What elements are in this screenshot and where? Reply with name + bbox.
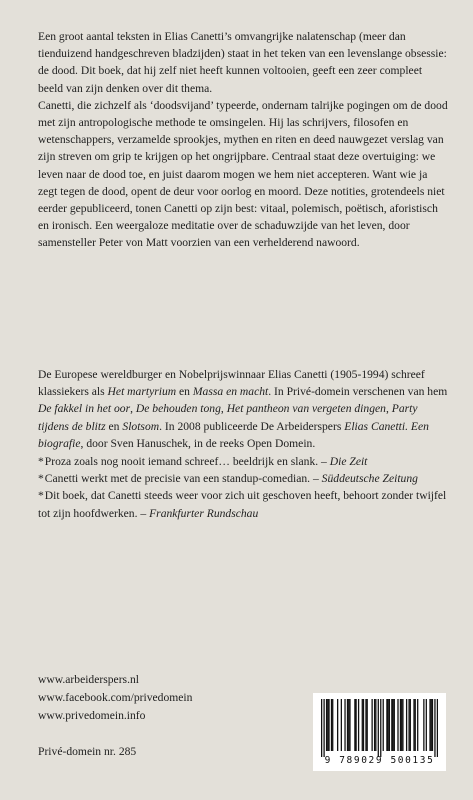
barcode-bar — [323, 699, 324, 757]
barcode-bar — [378, 699, 379, 757]
barcode-bar — [383, 699, 384, 751]
quote-source: Die Zeit — [329, 455, 368, 468]
bio-title: Slotsom — [122, 419, 160, 433]
press-quote: *Canetti werkt met de precisie van een standup-comedian. – Süddeutsche Zeitung — [38, 472, 418, 486]
author-bio — [38, 366, 448, 452]
bio-text: , — [130, 402, 136, 416]
series-number: Privé-domein nr. 285 — [38, 745, 137, 758]
barcode-bar — [392, 699, 393, 751]
barcode-bar — [337, 699, 338, 751]
bio-text: , door Sven Hanuschek, in de reeks Open Domein. — [80, 436, 316, 450]
barcode-bar — [374, 699, 375, 751]
quote-source: Frankfurter Rundschau — [149, 506, 259, 520]
bio-title: Elias Canetti. Een biografie — [38, 419, 429, 450]
bio-title: Massa en macht — [192, 385, 269, 399]
bio-title: Het martyrium — [107, 385, 177, 399]
bio-text: , — [220, 402, 227, 416]
barcode-bar — [349, 699, 350, 751]
bio-title: Party tijdens de blitz — [38, 402, 418, 433]
barcode-bar — [413, 699, 414, 751]
barcode-bar — [321, 699, 322, 757]
website-links — [38, 671, 192, 725]
blurb-paragraph-2: Canetti, die zichzelf als ‘doodsvijand’ typeerde, ondernam talrijke pogingen om de dood met zijn antropologische methode te omsingelen. Hij las schrijvers, filosofen en wetenschappers, verzamelde sprookjes, mythen en riten en deed nauwgezet verslag van zijn streven om grip te krijgen op het ongrijpbare. Centraal staat deze overtuiging: we leven naar de dood toe, en juist daarom mogen we hem niet accepteren. Want wie ja zegt tegen de dood, opent de deur voor oorlog en moord. Deze notities, grotendeels niet eerder gepubliceerd, tonen Canetti op zijn best: vitaal, polemisch, poëtisch, aforistisch en ironisch. Een weergaloze meditatie over de schaduwzijde van het leven, door samensteller Peter von Matt voorzien van een verhelderend nawoord. — [38, 98, 448, 250]
barcode-bar — [437, 699, 438, 757]
barcode-bar — [327, 699, 328, 751]
barcode-bars — [321, 699, 438, 757]
bio-text: , — [385, 402, 392, 416]
barcode-bar — [432, 699, 433, 751]
blurb-paragraph-1: Een groot aantal teksten in Elias Canetti’s omvangrijke nalatenschap (meer dan tienduizend handgeschreven bladzijden) staat in het teken van een levenslange obsessie: de dood. Dit boek, dat hij zelf niet heeft kunnen voltooien, geeft een zeer compleet beeld van zijn denken over dit thema. — [38, 30, 447, 95]
barcode-bar — [397, 699, 398, 751]
barcode-bar — [326, 699, 327, 751]
barcode-bar — [362, 699, 363, 751]
barcode-bar — [429, 699, 430, 751]
barcode-bar — [389, 699, 390, 751]
link-privedomein[interactable]: www.privedomein.info — [38, 709, 146, 722]
barcode-bar — [358, 699, 359, 751]
bio-text: De Europese wereldburger en Nobelprijswinnaar Elias Canetti (1905-1994) schreef klassiekers als — [38, 368, 425, 399]
barcode-bar — [365, 699, 366, 751]
barcode-bar — [394, 699, 395, 751]
barcode-bar — [348, 699, 349, 751]
barcode-bar — [408, 699, 409, 751]
barcode-bar — [331, 699, 332, 751]
barcode-bar — [402, 699, 403, 751]
barcode-bar — [344, 699, 345, 751]
barcode-bar — [367, 699, 368, 751]
quote-source: Süddeutsche Zeitung — [321, 472, 418, 486]
barcode-bar — [371, 699, 372, 751]
blurb-block — [38, 28, 448, 252]
isbn-barcode — [313, 693, 446, 771]
barcode-bar — [417, 699, 418, 751]
barcode-bar — [341, 699, 342, 751]
barcode-bar — [406, 699, 407, 751]
bio-title: Het pantheon van vergeten dingen — [226, 402, 386, 416]
barcode-bar — [388, 699, 389, 751]
bio-title: De behouden tong — [135, 402, 221, 416]
press-quote: *Proza zoals nog nooit iemand schreef… beeldrijk en slank. – Die Zeit — [38, 455, 368, 468]
bio-text: en — [105, 419, 123, 433]
barcode-bar — [431, 699, 432, 751]
barcode-bar — [400, 699, 401, 751]
barcode-bar — [354, 699, 355, 751]
barcode-bar — [423, 699, 424, 751]
barcode-bar — [386, 699, 387, 751]
barcode-bar — [375, 699, 376, 751]
barcode-bar — [434, 699, 435, 757]
barcode-bar — [391, 699, 392, 751]
link-facebook[interactable]: www.facebook.com/privedomein — [38, 691, 193, 704]
bio-title: De fakkel in het oor — [38, 402, 131, 416]
bio-text: . In 2008 publiceerde De Arbeiderspers — [159, 419, 345, 433]
bio-text: en — [176, 385, 193, 399]
barcode-number: 9 789029 500135 — [324, 755, 435, 766]
barcode-bar — [347, 699, 348, 751]
barcode-bar — [380, 699, 381, 757]
press-quotes — [38, 453, 448, 522]
barcode-bar — [332, 699, 333, 751]
barcode-bar — [426, 699, 427, 751]
link-arbeiderspers[interactable]: www.arbeiderspers.nl — [38, 673, 139, 686]
barcode-bar — [355, 699, 356, 751]
barcode-bar — [401, 699, 402, 751]
bio-text: . In Privé-domein verschenen van hem — [268, 385, 448, 399]
barcode-bar — [415, 699, 416, 751]
barcode-bar — [363, 699, 364, 751]
barcode-bar — [328, 699, 329, 751]
barcode-bar — [410, 699, 411, 751]
press-quote: *Dit boek, dat Canetti steeds weer voor zich uit geschoven heeft, behoort zonder twijfel tot zijn hoofdwerken. – Frankfurter Rundschau — [38, 489, 447, 520]
